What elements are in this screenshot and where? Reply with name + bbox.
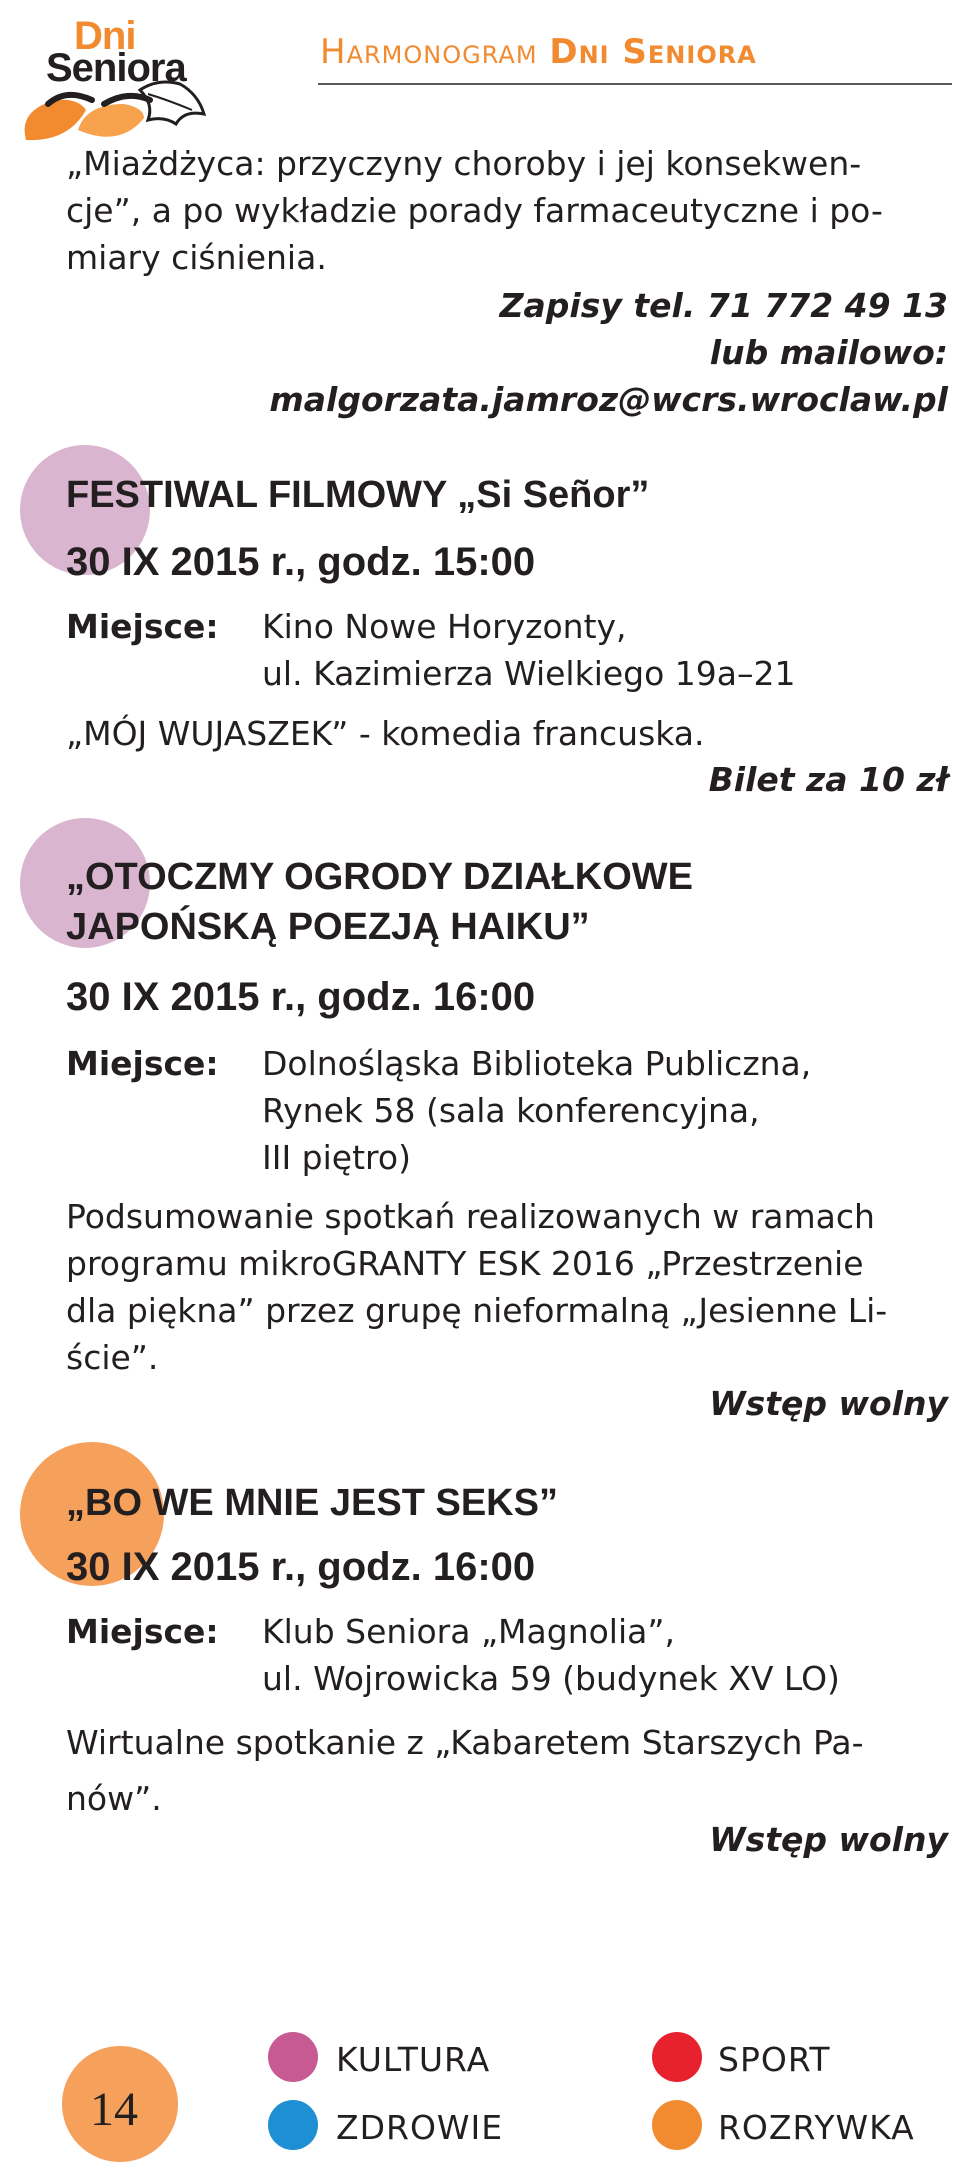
- place-label: Miejsce:: [66, 1044, 219, 1083]
- place-label: Miejsce:: [66, 1612, 219, 1651]
- event-price: Wstęp wolny: [709, 1820, 948, 1859]
- event-description: [66, 1193, 951, 1381]
- legend-label-kultura: KULTURA: [336, 2040, 491, 2079]
- event-place: [262, 603, 952, 697]
- legend-label-rozrywka: ROZRYWKA: [718, 2108, 915, 2147]
- legend-label-sport: SPORT: [718, 2040, 831, 2079]
- event-price: Wstęp wolny: [709, 1384, 948, 1423]
- description-line: „MÓJ WUJASZEK” - komedia francuska.: [66, 714, 705, 753]
- contact-email[interactable]: malgorzata.jamroz@wcrs.wroclaw.pl: [269, 380, 948, 419]
- text-line: miary ciśnienia.: [66, 238, 327, 277]
- header-divider: [318, 83, 952, 85]
- description-line: nów”.: [66, 1779, 162, 1818]
- event-title: [66, 470, 946, 520]
- header-title-part2: Dni Seniora: [549, 32, 757, 72]
- place-line: Klub Seniora „Magnolia”,: [262, 1612, 675, 1651]
- page-number: 14: [90, 2083, 138, 2136]
- page-header-title: [320, 32, 757, 72]
- description-line: programu mikroGRANTY ESK 2016 „Przestrzenie: [66, 1244, 864, 1283]
- place-line: Kino Nowe Horyzonty,: [262, 607, 627, 646]
- logo-text-seniora: Seniora: [46, 46, 186, 90]
- event-description: [66, 710, 946, 757]
- event-price: Bilet za 10 zł: [708, 760, 948, 799]
- legend-label-zdrowie: ZDROWIE: [336, 2108, 504, 2147]
- place-line: Dolnośląska Biblioteka Publiczna,: [262, 1044, 812, 1083]
- text-line: cje”, a po wykładzie porady farmaceutyczne i po-: [66, 191, 883, 230]
- event-date: 30 IX 2015 r., godz. 16:00: [66, 975, 536, 1019]
- event-description: [66, 1715, 951, 1827]
- description-line: ście”.: [66, 1338, 159, 1377]
- event-title-line: „OTOCZMY OGRODY DZIAŁKOWE: [66, 856, 694, 898]
- event-title: [66, 1478, 946, 1528]
- contact-line: Zapisy tel. 71 772 49 13: [499, 286, 948, 325]
- place-line: ul. Kazimierza Wielkiego 19a–21: [262, 654, 796, 693]
- text-line: „Miażdżyca: przyczyny choroby i jej konsekwen-: [66, 144, 862, 183]
- contact-line: lub mailowo:: [709, 333, 948, 372]
- legend-dot-rozrywka: [652, 2100, 702, 2150]
- description-line: Podsumowanie spotkań realizowanych w ramach: [66, 1197, 875, 1236]
- event-title-line: „BO WE MNIE JEST SEKS”: [66, 1482, 558, 1524]
- logo: [8, 10, 218, 160]
- legend-dot-kultura: [268, 2032, 318, 2082]
- legend-dot-zdrowie: [268, 2100, 318, 2150]
- event-place: [262, 1040, 952, 1181]
- description-line: dla piękna” przez grupę nieformalną „Jesienne Li-: [66, 1291, 888, 1330]
- header-title-part1: Harmonogram: [320, 32, 538, 72]
- intro-paragraph: [66, 140, 946, 281]
- contact-info: [200, 282, 948, 423]
- event-title: [66, 852, 946, 952]
- place-line: III piętro): [262, 1138, 411, 1177]
- description-line: Wirtualne spotkanie z „Kabaretem Starszych Pa-: [66, 1723, 864, 1762]
- place-label: Miejsce:: [66, 607, 219, 646]
- event-title-line: JAPOŃSKĄ POEZJĄ HAIKU”: [66, 906, 590, 948]
- place-line: ul. Wojrowicka 59 (budynek XV LO): [262, 1659, 840, 1698]
- legend-dot-sport: [652, 2032, 702, 2082]
- event-date: 30 IX 2015 r., godz. 16:00: [66, 1545, 536, 1589]
- event-title-line: FESTIWAL FILMOWY „Si Señor”: [66, 474, 650, 516]
- place-line: Rynek 58 (sala konferencyjna,: [262, 1091, 760, 1130]
- event-date: 30 IX 2015 r., godz. 15:00: [66, 540, 536, 584]
- event-place: [262, 1608, 952, 1702]
- logo-text-dni: Dni: [74, 14, 136, 58]
